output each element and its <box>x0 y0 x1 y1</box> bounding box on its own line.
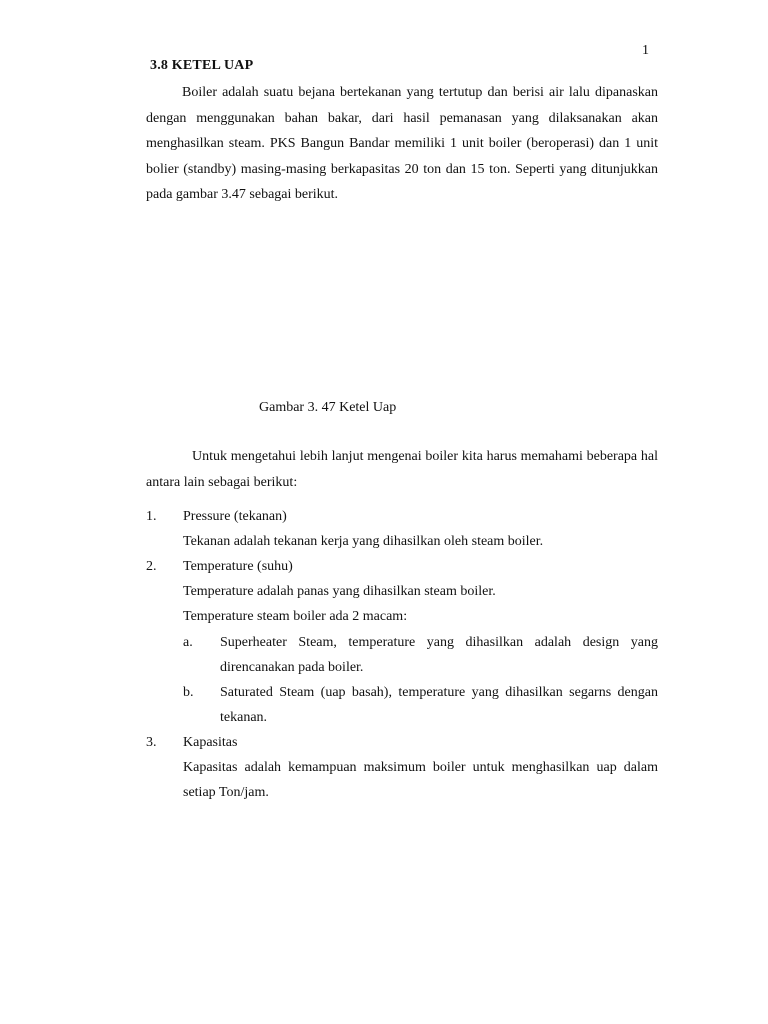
list-item-body: Temperature steam boiler ada 2 macam: <box>183 609 408 624</box>
list-number: 2. <box>146 559 157 574</box>
list-item-title: Pressure (tekanan) <box>183 509 287 524</box>
figure-placeholder <box>146 210 658 390</box>
list-item-body: Temperature adalah panas yang dihasilkan steam boiler. <box>183 584 496 599</box>
sub-item-text: Superheater Steam, temperature yang dihasilkan adalah design yang direncanakan pada boiler. <box>220 635 658 675</box>
list-item-body: Tekanan adalah tekanan kerja yang dihasilkan oleh steam boiler. <box>183 534 544 549</box>
sub-item-letter: b. <box>183 685 194 700</box>
intro-paragraph: Untuk mengetahui lebih lanjut mengenai boiler kita harus memahami beberapa hal antara lain sebagai berikut: <box>146 449 658 490</box>
list-item-body: Kapasitas adalah kemampuan maksimum boiler untuk menghasilkan uap dalam setiap Ton/jam. <box>183 760 658 800</box>
list-number: 1. <box>146 509 157 524</box>
section-heading: 3.8 KETEL UAP <box>150 58 254 73</box>
page-number: 1 <box>642 43 649 58</box>
sub-item-text: Saturated Steam (uap basah), temperature yang dihasilkan segarns dengan tekanan. <box>220 685 658 725</box>
sub-item-letter: a. <box>183 635 193 650</box>
section-paragraph: Boiler adalah suatu bejana bertekanan yang tertutup dan berisi air lalu dipanaskan dengan menggunakan bahan bakar, dari hasil pemanasan yang dilaksanakan akan menghasilkan steam. PKS Bangun Bandar memiliki 1 unit boiler (beroperasi) dan 1 unit bolier (standby) masing-masing berkapasitas 20 ton dan 15 ton. Seperti yang ditunjukkan pada gambar 3.47 sebagai berikut. <box>146 85 658 202</box>
list-item-title: Temperature (suhu) <box>183 559 293 574</box>
list-item-title: Kapasitas <box>183 735 238 750</box>
figure-caption: Gambar 3. 47 Ketel Uap <box>259 400 397 415</box>
list-number: 3. <box>146 735 157 750</box>
